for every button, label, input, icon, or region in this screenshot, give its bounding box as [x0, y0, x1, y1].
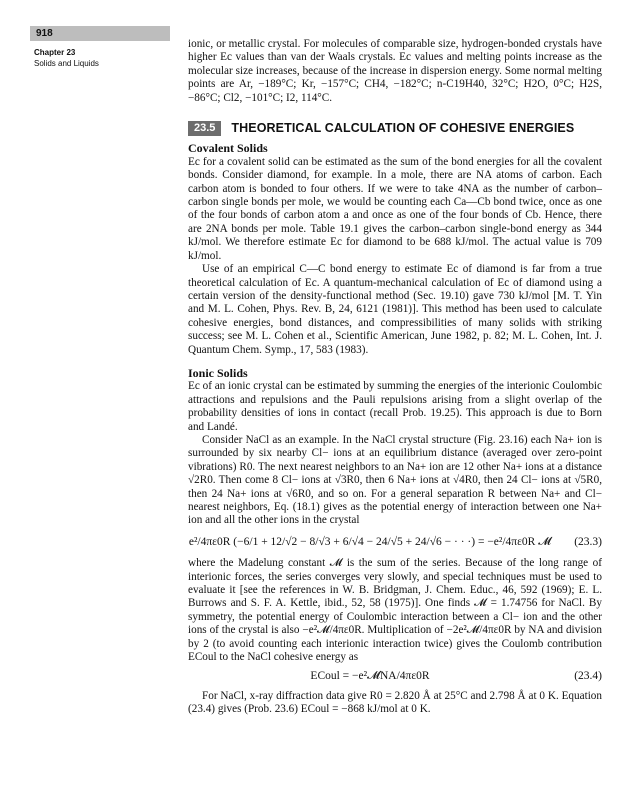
ionic-heading: Ionic Solids: [188, 365, 248, 380]
chapter-title: Solids and Liquids: [34, 59, 99, 68]
equation-number: (23.3): [574, 535, 602, 548]
equation-23-4: [188, 670, 602, 683]
ionic-paragraph-1: Ec of an ionic crystal can be estimated by summing the energies of the interionic Coulombic attractions and repulsions and the Pauli repulsions arising from a slight overlap of the probability densities of ions in contact (recall Prob. 19.25). This approach is due to Born and Landé.: [188, 380, 602, 433]
equation-23-3: [188, 536, 602, 549]
section-title: THEORETICAL CALCULATION OF COHESIVE ENERGIES: [231, 121, 575, 136]
chapter-number: Chapter 23: [34, 48, 76, 57]
intro-paragraph: ionic, or metallic crystal. For molecules of comparable size, hydrogen-bonded crystals have higher Ec values than van der Waals crystals. Ec values and melting points increase as the molecular size increases, because of the increase in dispersion energy. Some normal melting points are Ar, −189°C; Kr, −157°C; CH4, −182°C; n-C19H40, 32°C; H2O, 0°C; H2S, −86°C; Cl2, −101°C; I2, 114°C.: [188, 38, 602, 104]
section-heading: [188, 121, 602, 136]
ionic-paragraph-2: Consider NaCl as an example. In the NaCl crystal structure (Fig. 23.16) each Na+ ion is surrounded by six nearby Cl− ions at an equilibrium distance (averaged over zero-point vibrations) R0. The next nearest neighbors to an Na+ ion are 12 other Na+ ions at a distance √2R0. Then come 8 Cl− ions at √3R0, then 6 Na+ ions at √4R0, then 24 Cl− ions at √5R0, then 24 Na+ ions at √6R0, and so on. For a general separation R between Na+ and Cl− nearest neighbors, Eq. (18.1) gives as the potential energy of interaction between one Na+ ion and all the other ions in the crystal: [188, 433, 602, 527]
equation-body: e²/4πε0R (−6/1 + 12/√2 − 8/√3 + 6/√4 − 24/√5 + 24/√6 − · · ·) = −e²/4πε0R 𝓜: [188, 535, 552, 548]
equation-number: (23.4): [574, 670, 602, 683]
main-text-column: [188, 38, 602, 717]
covalent-heading: Covalent Solids: [188, 141, 268, 156]
page-number: 918: [30, 26, 170, 41]
ionic-paragraph-3: where the Madelung constant 𝓜 is the sum of the series. Because of the long range of interionic forces, the series converges very slowly, and special techniques must be used to evaluate it [see the references in W. B. Bridgman, J. Chem. Educ., 46, 592 (1969); E. L. Burrows and S. F. A. Kettle, ibid., 52, 58 (1975)]. One finds 𝓜 = 1.74756 for NaCl. By symmetry, the potential energy of Coulombic interaction between a Cl− ion and the other ions of the crystal is also −e²𝓜/4πε0R. Multiplication of −2e²𝓜/4πε0R by NA and division by 2 (to avoid counting each interionic interaction twice) gives the Coulomb contribution ECoul to the NaCl cohesive energy as: [188, 557, 602, 664]
equation-body: ECoul = −e²𝓜NA/4πε0R: [310, 670, 430, 683]
chapter-label: [34, 47, 164, 69]
covalent-paragraph-2: Use of an empirical C—C bond energy to estimate Ec of diamond is far from a true theoretical calculation of Ec. A quantum-mechanical calculation of Ec of diamond using a certain version of the density-functional method (Sec. 19.10) gave 730 kJ/mol [M. T. Yin and M. L. Cohen, Phys. Rev. B, 24, 6121 (1981)]. This method has been used to calculate cohesive energies, bond distances, and compressibilities of many solids with striking success; see M. L. Cohen et al., Scientific American, June 1982, p. 82; M. L. Cohen, Int. J. Quantum Chem. Symp., 17, 583 (1983).: [188, 263, 602, 356]
section-number: 23.5: [188, 121, 221, 136]
ionic-paragraph-4: For NaCl, x-ray diffraction data give R0 = 2.820 Å at 25°C and 2.798 Å at 0 K. Equation (23.4) gives (Prob. 23.6) ECoul = −868 kJ/mol at 0 K.: [188, 689, 602, 716]
covalent-paragraph-1: Ec for a covalent solid can be estimated as the sum of the bond energies for all the covalent bonds. Consider diamond, for example. In a mole, there are NA atoms of carbon. Each carbon atom is bonded to four others. If we were to take 4NA as the number of carbon–carbon single bonds per mole, we would be counting each Ca—Cb bond twice, once as one of the four bonds of carbon atom a and once as one of the four bonds of Cb. Hence, there are 2NA bonds per mole. Table 19.1 gives the carbon–carbon single-bond energy as 344 kJ/mol. We therefore estimate Ec for diamond to be 688 kJ/mol. The actual value is 709 kJ/mol.: [188, 155, 602, 262]
